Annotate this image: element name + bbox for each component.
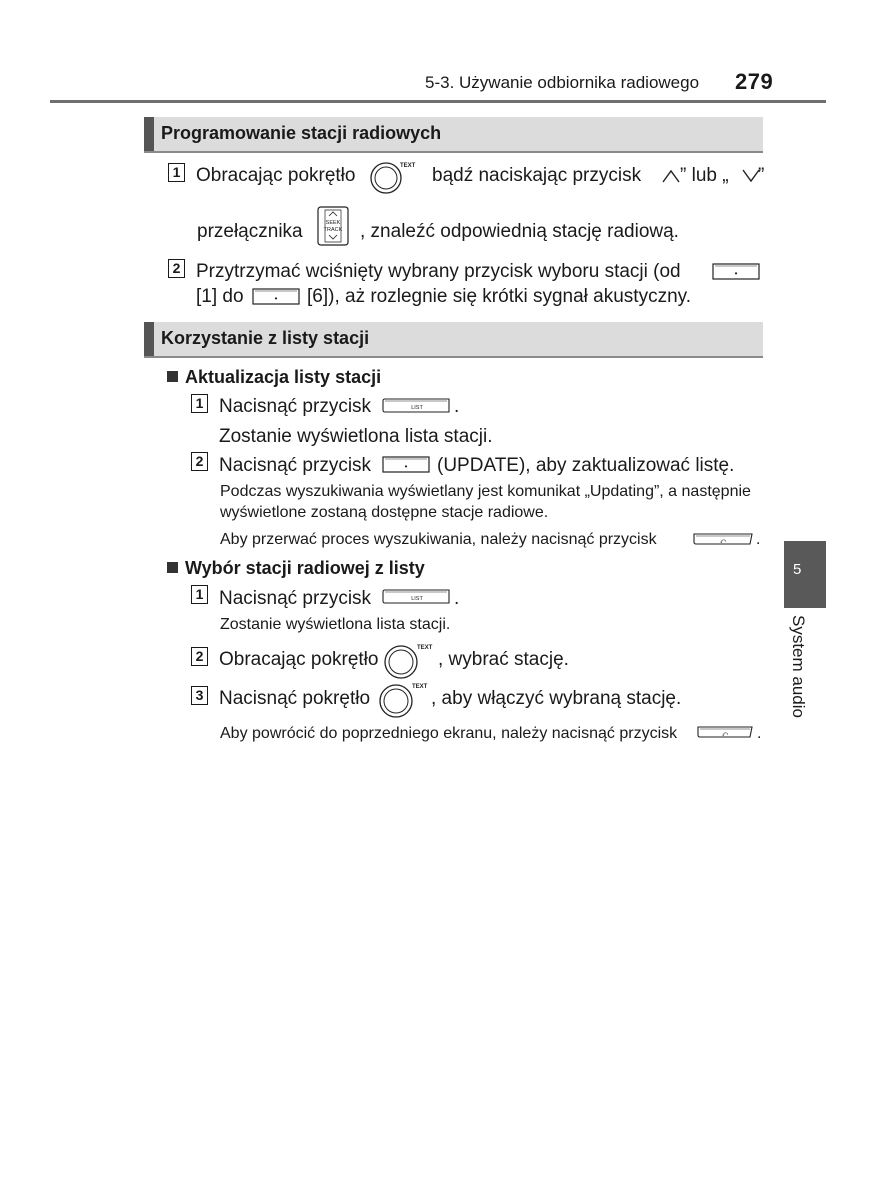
note-text: wyświetlone zostaną dostępne stacje radiowe. bbox=[220, 504, 549, 521]
seek-track-switch-icon bbox=[315, 204, 351, 248]
svg-text:TEXT: TEXT bbox=[400, 163, 416, 169]
step-text: , znaleźć odpowiednią stację radiową. bbox=[360, 221, 679, 242]
back-button-icon bbox=[696, 725, 754, 739]
step-number: 2 bbox=[191, 647, 208, 666]
step-number: 1 bbox=[191, 585, 208, 604]
step-text: [6]), aż rozlegnie się krótki sygnał akustyczny. bbox=[307, 286, 692, 307]
svg-text:•: • bbox=[404, 462, 408, 471]
step-text: ” lub „ bbox=[680, 165, 729, 186]
back-button-icon bbox=[692, 532, 754, 546]
section-title: Programowanie stacji radiowych bbox=[161, 123, 442, 143]
svg-text:LIST: LIST bbox=[411, 405, 423, 411]
step-text: Nacisnąć pokrętło bbox=[219, 688, 371, 709]
step-number: 1 bbox=[191, 394, 208, 413]
note-text: . bbox=[757, 725, 762, 742]
note-text: Aby przerwać proces wyszukiwania, należy nacisnąć przycisk bbox=[220, 531, 657, 548]
step-number: 2 bbox=[168, 259, 185, 278]
section-title: Korzystanie z listy stacji bbox=[161, 328, 370, 348]
svg-text:TEXT: TEXT bbox=[412, 684, 428, 690]
page-number: 279 bbox=[735, 69, 774, 94]
note-text: Aby powrócić do poprzedniego ekranu, należy nacisnąć przycisk bbox=[220, 725, 678, 742]
tune-knob-icon bbox=[383, 642, 435, 680]
square-bullet-icon bbox=[167, 562, 178, 573]
step-number: 1 bbox=[168, 163, 185, 182]
chapter-tab bbox=[784, 541, 826, 608]
step-text: Nacisnąć przycisk bbox=[219, 396, 372, 417]
step-text: Obracając pokrętło bbox=[196, 165, 356, 186]
square-bullet-icon bbox=[167, 371, 178, 382]
svg-text:•: • bbox=[274, 294, 278, 303]
svg-text:LIST: LIST bbox=[411, 596, 423, 602]
svg-text:TEXT: TEXT bbox=[417, 645, 433, 651]
svg-text:SEEK: SEEK bbox=[325, 220, 341, 226]
subsection-title: Aktualizacja listy stacji bbox=[167, 367, 381, 388]
preset-button-icon bbox=[382, 456, 430, 473]
step-text: . bbox=[454, 588, 460, 609]
tune-knob-icon bbox=[368, 160, 418, 194]
chapter-subtitle: 5-3. Używanie odbiornika radiowego bbox=[425, 73, 700, 92]
step-text: (UPDATE), aby zaktualizować listę. bbox=[437, 455, 735, 476]
chapter-side-label: System audio bbox=[789, 615, 808, 718]
svg-text:•: • bbox=[734, 269, 738, 278]
section-heading-station-list bbox=[144, 322, 763, 358]
chapter-tab-number: 5 bbox=[793, 561, 802, 578]
step-text: Obracając pokrętło bbox=[219, 649, 379, 670]
list-button-icon bbox=[381, 589, 451, 604]
tune-knob-icon bbox=[378, 681, 430, 719]
up-arrow-icon bbox=[661, 168, 681, 184]
step-text: przełącznika bbox=[197, 221, 303, 242]
preset-button-icon bbox=[252, 288, 300, 305]
preset-button-icon bbox=[712, 263, 760, 280]
step-text: ” bbox=[758, 165, 765, 186]
header-rule bbox=[50, 100, 826, 103]
note-text: . bbox=[756, 531, 761, 548]
step-text: , wybrać stację. bbox=[438, 649, 569, 670]
svg-text:⤺: ⤺ bbox=[721, 731, 729, 738]
step-note: Zostanie wyświetlona lista stacji. bbox=[220, 616, 451, 633]
svg-text:⤺: ⤺ bbox=[719, 538, 727, 545]
note-text: Podczas wyszukiwania wyświetlany jest komunikat „Updating”, a następnie bbox=[220, 483, 751, 500]
list-button-icon bbox=[381, 398, 451, 413]
step-text: bądź naciskając przycisk bbox=[432, 165, 642, 186]
step-note: Zostanie wyświetlona lista stacji. bbox=[219, 426, 493, 447]
step-number: 3 bbox=[191, 686, 208, 705]
svg-text:TRACK: TRACK bbox=[323, 227, 343, 233]
section-heading-programming bbox=[144, 117, 763, 153]
step-number: 2 bbox=[191, 452, 208, 471]
step-text: , aby włączyć wybraną stację. bbox=[431, 688, 682, 709]
subsection-title: Wybór stacji radiowej z listy bbox=[167, 558, 425, 579]
step-text: . bbox=[454, 396, 460, 417]
step-text: Nacisnąć przycisk bbox=[219, 588, 372, 609]
step-text: [1] do bbox=[196, 286, 244, 307]
step-text: Nacisnąć przycisk bbox=[219, 455, 372, 476]
step-text: Przytrzymać wciśnięty wybrany przycisk wyboru stacji (od bbox=[196, 261, 681, 282]
